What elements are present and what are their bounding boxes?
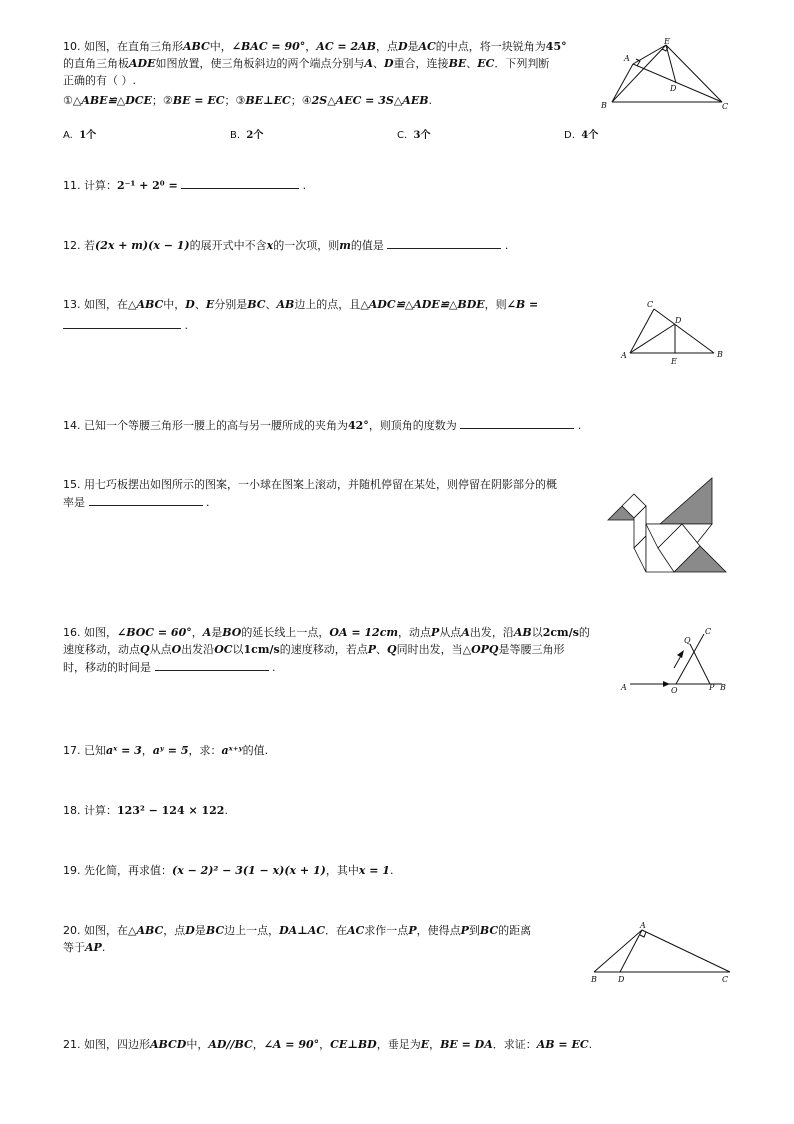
label-a: A	[621, 351, 627, 360]
math: 2⁻¹ + 2⁰ =	[117, 179, 178, 192]
text: .	[101, 941, 106, 954]
question-18	[63, 802, 228, 819]
label-p: P	[709, 683, 715, 692]
math: 1cm/s	[243, 643, 280, 656]
question-16	[63, 624, 590, 676]
text: ，则	[484, 298, 507, 311]
text: ，垂足为	[376, 1038, 421, 1051]
label-d: D	[618, 975, 625, 984]
text: .	[184, 319, 188, 332]
q10-line1	[63, 38, 567, 55]
text: 速度移动，动点	[63, 643, 140, 656]
label-b: B	[601, 101, 607, 110]
q10-line2	[63, 55, 567, 72]
text: 以	[232, 643, 244, 656]
text: ．在	[325, 924, 348, 937]
option-value: 2个	[246, 130, 264, 141]
math: 2cm/s	[542, 626, 579, 639]
math: P	[408, 924, 417, 937]
question-19	[63, 862, 393, 879]
text: ，	[429, 1038, 441, 1051]
question-number: 11.	[63, 179, 81, 192]
math: AB = EC	[536, 1038, 589, 1051]
text: 重合，连接	[393, 57, 449, 70]
math: D	[185, 298, 195, 311]
text: .	[389, 864, 394, 877]
math: aʸ = 5	[152, 744, 189, 757]
question-20	[63, 922, 531, 956]
label-c: C	[722, 102, 729, 111]
text: 求作一点	[364, 924, 409, 937]
text: 边上一点，	[224, 924, 280, 937]
text: 的速度移动，若点	[279, 643, 368, 656]
text: ，点	[375, 40, 398, 53]
label-o: O	[671, 686, 678, 695]
text: ；③	[224, 94, 246, 107]
math: OC	[214, 643, 233, 656]
math: P	[367, 643, 377, 656]
math: A	[364, 57, 374, 70]
text: 的	[578, 626, 590, 639]
math: AC	[418, 40, 436, 53]
math: 45°	[545, 40, 567, 53]
text: 等于	[63, 941, 85, 954]
math: D	[185, 924, 195, 937]
question-number: 16.	[63, 626, 81, 639]
math: ∠BOC = 60°	[117, 626, 192, 639]
segment-be	[612, 45, 666, 102]
math: CE⊥BD	[330, 1038, 377, 1051]
question-11	[63, 176, 306, 194]
question-number: 14.	[63, 419, 81, 432]
label-a: A	[624, 54, 630, 63]
text: ，动点	[398, 626, 432, 639]
math: ∠B =	[506, 298, 539, 311]
text: ；②	[151, 94, 173, 107]
text: 已知一个等腰三角形一腰上的高与另一腰所成的夹角为	[84, 419, 348, 432]
math: (2x + m)(x − 1)	[95, 239, 190, 252]
text: 率是	[63, 496, 85, 509]
math: △ABC	[128, 924, 164, 937]
text: 出发，沿	[469, 626, 514, 639]
label-e: E	[671, 357, 677, 366]
text: 的延长线上一点，	[241, 626, 330, 639]
arrowhead-icon	[663, 681, 670, 687]
q13-figure	[618, 296, 730, 368]
math: BC	[247, 298, 266, 311]
label-a: A	[621, 683, 627, 692]
option-label: B.	[230, 130, 241, 141]
option-a[interactable]	[63, 126, 96, 141]
math: aˣ⁺ʸ	[221, 744, 243, 757]
text: .	[504, 239, 509, 252]
option-label: D.	[564, 130, 575, 141]
answer-blank[interactable]	[89, 493, 203, 506]
text: 是	[194, 924, 206, 937]
q15-tangram-figure	[600, 474, 732, 578]
q20-figure	[584, 918, 736, 990]
question-13	[63, 296, 538, 334]
text: 是等腰三角形	[498, 643, 565, 656]
answer-blank[interactable]	[387, 236, 501, 249]
text: 同时出发，当	[396, 643, 463, 656]
answer-blank[interactable]	[63, 316, 181, 329]
math: ABCD	[150, 1038, 187, 1051]
text: 中，	[163, 298, 186, 311]
math: x = 1	[358, 864, 390, 877]
math: O	[171, 643, 182, 656]
shaded-piece	[660, 478, 712, 524]
math: DA⊥AC	[279, 924, 326, 937]
math: A	[202, 626, 212, 639]
segment-ae	[633, 45, 666, 64]
math: BC	[205, 924, 225, 937]
text: 分别是	[214, 298, 248, 311]
text: .	[577, 419, 582, 432]
math: ∠A = 90°	[263, 1038, 320, 1051]
text: 如图，四边形	[84, 1038, 150, 1051]
math: P	[431, 626, 440, 639]
text: 如图，在直角三角形	[84, 40, 183, 53]
question-17	[63, 742, 268, 759]
math: AP	[85, 941, 102, 954]
option-d[interactable]	[564, 126, 598, 141]
label-c: C	[705, 627, 712, 636]
segment-cb	[654, 309, 714, 353]
question-14	[63, 416, 581, 434]
math: AD//BC	[208, 1038, 253, 1051]
math: A	[461, 626, 470, 639]
label-b: B	[591, 975, 597, 984]
text: ，求：	[188, 744, 222, 757]
text: 、	[265, 298, 277, 311]
math: BE = DA	[440, 1038, 493, 1051]
label-b: B	[720, 683, 726, 692]
math: D	[384, 57, 394, 70]
text: ．求证：	[492, 1038, 537, 1051]
q10-figure	[598, 36, 734, 114]
math: BO	[222, 626, 242, 639]
text: ，则顶角的度数为	[368, 419, 457, 432]
label-d: D	[670, 84, 677, 93]
text: ，	[319, 1038, 331, 1051]
segment-ac	[642, 930, 730, 972]
option-c[interactable]	[397, 126, 431, 141]
segment-ac	[630, 309, 654, 353]
math: (x − 2)² − 3(1 − x)(x + 1)	[172, 864, 326, 877]
text: 如图，在	[84, 924, 128, 937]
question-number: 13.	[63, 298, 81, 311]
text: 的中点，将一块锐角为	[435, 40, 546, 53]
text: 的距离	[498, 924, 532, 937]
text: 边上的点，且	[294, 298, 361, 311]
math: 42°	[348, 419, 369, 432]
text: 计算：	[84, 179, 117, 192]
math: BE = EC	[172, 94, 225, 107]
question-number: 10.	[63, 40, 81, 53]
text: 从点	[149, 643, 172, 656]
math: △ABC	[128, 298, 164, 311]
math: AB	[513, 626, 532, 639]
math: Q	[140, 643, 150, 656]
math: ∠BAC = 90°	[231, 40, 306, 53]
text: ．下列判断	[494, 57, 550, 70]
text: 从点	[439, 626, 462, 639]
question-21	[63, 1036, 592, 1053]
math: AB	[276, 298, 295, 311]
answer-blank[interactable]	[155, 658, 269, 671]
question-number: 17.	[63, 744, 81, 757]
text: ①	[63, 94, 73, 107]
text: .	[588, 1038, 593, 1051]
math: D	[397, 40, 408, 53]
question-number: 15.	[63, 478, 81, 491]
q16-figure	[616, 622, 734, 698]
text: 的值是	[350, 239, 384, 252]
text: 出发沿	[181, 643, 215, 656]
question-number: 20.	[63, 924, 81, 937]
segment-ac	[633, 64, 722, 102]
label-b: B	[717, 350, 723, 359]
math: △ADC≌△ADE≌△BDE	[360, 298, 485, 311]
text: 是	[407, 40, 419, 53]
option-label: C.	[397, 130, 408, 141]
text: .	[224, 804, 228, 817]
question-number: 12.	[63, 239, 81, 252]
segment-qp	[690, 644, 710, 684]
option-value: 1个	[79, 130, 97, 141]
math: 2S△AEC = 3S△AEB	[311, 94, 429, 107]
text: 已知	[84, 744, 106, 757]
text: .	[428, 94, 433, 107]
question-10	[63, 38, 567, 109]
math: BE	[448, 57, 467, 70]
label-d: D	[675, 316, 682, 325]
text: ，	[191, 626, 203, 639]
text: 的直角三角板	[63, 57, 129, 70]
text: 计算：	[84, 804, 117, 817]
question-15	[63, 476, 557, 511]
segment-ec	[666, 45, 722, 102]
text: 先化简，再求值：	[84, 864, 172, 877]
math: m	[339, 239, 351, 252]
math: AC = 2AB	[316, 40, 376, 53]
text: ，	[252, 1038, 264, 1051]
text: 如图，在	[84, 298, 128, 311]
math: E	[420, 1038, 430, 1051]
segment-ad	[630, 324, 675, 353]
text: ，点	[163, 924, 186, 937]
text: 的展开式中不含	[189, 239, 267, 252]
text: ，使得点	[416, 924, 461, 937]
q10-statements	[63, 92, 567, 109]
text: 、	[194, 298, 206, 311]
math: x	[266, 239, 274, 252]
math: aˣ = 3	[106, 744, 142, 757]
question-12	[63, 236, 508, 254]
text: 用七巧板摆出如图所示的图案，一小球在图案上滚动，并随机停留在某处，则停留在阴影部分的概	[84, 478, 557, 491]
arrowhead-icon	[677, 650, 684, 658]
text: 是	[211, 626, 223, 639]
math: ABC	[183, 40, 210, 53]
math: P	[460, 924, 469, 937]
math: Q	[387, 643, 397, 656]
answer-blank[interactable]	[181, 176, 299, 189]
math: AC	[347, 924, 365, 937]
math: △OPQ	[462, 643, 499, 656]
text: 、	[376, 643, 388, 656]
math: ADE	[129, 57, 156, 70]
label-q: Q	[684, 636, 691, 645]
text: 中，	[209, 40, 232, 53]
text: ，	[305, 40, 317, 53]
text: 的值.	[242, 744, 269, 757]
question-number: 19.	[63, 864, 81, 877]
text: 、	[373, 57, 385, 70]
option-value: 3个	[413, 130, 431, 141]
segment-ad	[620, 930, 642, 972]
text: .	[302, 179, 307, 192]
option-value: 4个	[581, 130, 599, 141]
text: ，其中	[325, 864, 359, 877]
text: .	[206, 496, 210, 509]
segment-ba	[594, 930, 642, 972]
math: OA = 12cm	[329, 626, 399, 639]
label-a: A	[640, 921, 646, 930]
q10-line3: 正确的有（ ）.	[63, 74, 136, 87]
math: BE⊥EC	[245, 94, 291, 107]
text: 、	[466, 57, 478, 70]
option-b[interactable]	[230, 126, 263, 141]
answer-blank[interactable]	[460, 416, 574, 429]
math: 123² − 124 × 122	[117, 804, 225, 817]
question-number: 18.	[63, 804, 81, 817]
text: .	[272, 661, 276, 674]
text: 的一次项，则	[273, 239, 340, 252]
math: BC	[479, 924, 499, 937]
text: 以	[531, 626, 543, 639]
option-label: A.	[63, 130, 73, 141]
text: 时，移动的时间是	[63, 661, 151, 674]
math: E	[205, 298, 215, 311]
label-c: C	[647, 300, 654, 309]
label-e: E	[664, 37, 670, 46]
math: △ABE≌△DCE	[72, 94, 152, 107]
text: ，	[141, 744, 153, 757]
text: 如图，	[84, 626, 117, 639]
text: 中，	[186, 1038, 209, 1051]
text: 如图放置，使三角板斜边的两个端点分别与	[155, 57, 365, 70]
math: EC	[477, 57, 495, 70]
text: 到	[468, 924, 480, 937]
label-c: C	[722, 975, 729, 984]
text: 若	[84, 239, 95, 252]
text: ；④	[290, 94, 312, 107]
question-number: 21.	[63, 1038, 81, 1051]
